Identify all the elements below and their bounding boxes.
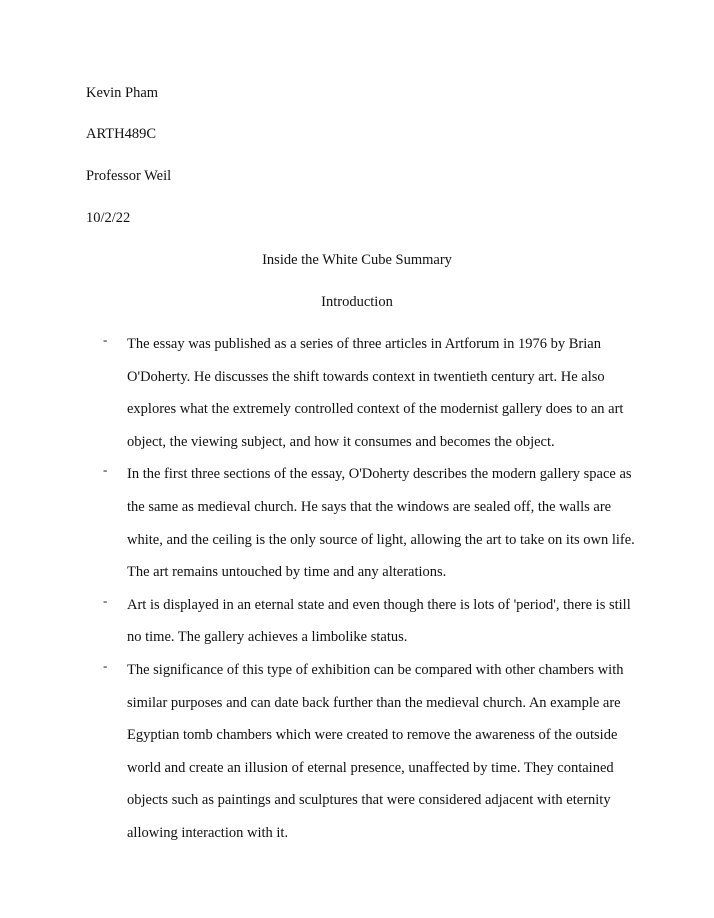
bullet-dash: -: [103, 592, 108, 608]
bullet-item: [0, 458, 714, 588]
bullet-text: [127, 458, 635, 588]
text-line: O'Doherty. He discusses the shift towards context in twentieth century art. He also: [127, 368, 605, 385]
bullet-item: [0, 654, 714, 850]
document-title: Inside the White Cube Summary: [262, 252, 452, 268]
text-line: object, the viewing subject, and how it consumes and becomes the object.: [127, 433, 555, 450]
text-line: objects such as paintings and sculptures that were considered adjacent with eternity: [127, 792, 611, 809]
bullet-dash: -: [103, 657, 108, 673]
bullet-item: [0, 589, 714, 654]
text-line: white, and the ceiling is the only source of light, allowing the art to take on its own life.: [127, 531, 635, 548]
course-code: ARTH489C: [86, 126, 157, 142]
text-line: The art remains untouched by time and any alterations.: [127, 564, 447, 581]
section-heading: Introduction: [321, 294, 393, 310]
text-line: Art is displayed in an eternal state and even though there is lots of 'period', there is still: [127, 596, 631, 613]
text-line: The significance of this type of exhibition can be compared with other chambers with: [127, 661, 624, 678]
text-line: no time. The gallery achieves a limbolike status.: [127, 629, 408, 646]
bullet-dash: -: [103, 332, 108, 347]
bullet-dash: -: [103, 462, 108, 478]
professor-name: Professor Weil: [86, 168, 172, 184]
text-line: similar purposes and can date back further than the medieval church. An example are: [127, 694, 621, 711]
text-line: The essay was published as a series of three articles in Artforum in 1976 by Brian: [127, 336, 601, 352]
document-date: 10/2/22: [86, 210, 131, 226]
text-line: world and create an illusion of eternal presence, unaffected by time. They contained: [127, 759, 614, 776]
bullet-text: [127, 654, 632, 850]
text-line: allowing interaction with it.: [127, 824, 289, 841]
bullet-text: [127, 328, 632, 458]
text-line: the same as medieval church. He says that the windows are sealed off, the walls are: [127, 498, 612, 515]
bullet-text: [127, 589, 632, 654]
text-line: explores what the extremely controlled context of the modernist gallery does to an art: [127, 401, 624, 418]
text-line: Egyptian tomb chambers which were created to remove the awareness of the outside: [127, 727, 618, 744]
author-name: Kevin Pham: [86, 85, 159, 101]
bullet-list: [0, 328, 714, 850]
text-line: In the first three sections of the essay, O'Doherty describes the modern gallery space as: [127, 466, 632, 483]
bullet-item: [0, 328, 714, 458]
